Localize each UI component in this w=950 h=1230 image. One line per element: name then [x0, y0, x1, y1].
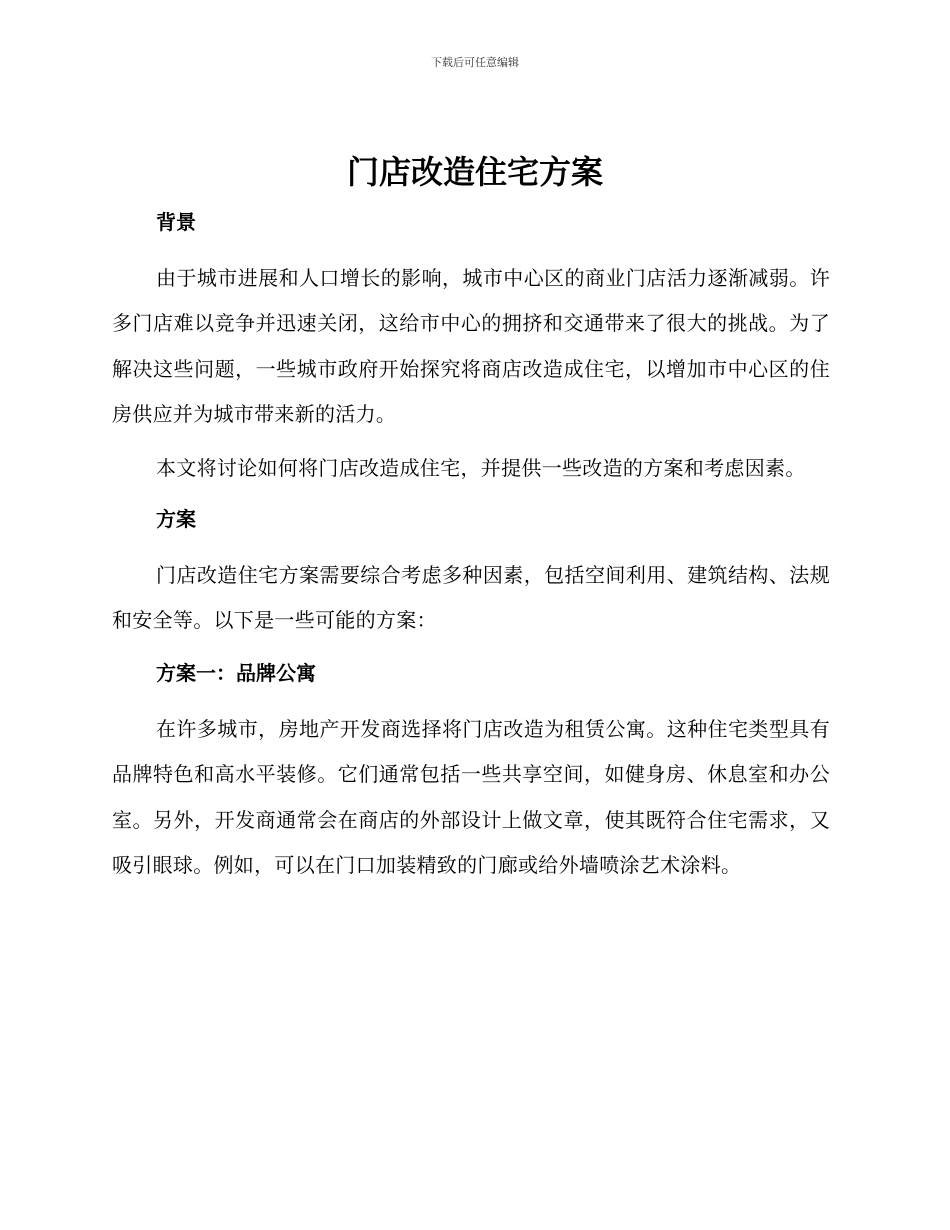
document-body	[112, 205, 830, 888]
section-heading-background: 背景	[156, 210, 196, 234]
paragraph-plan-1: 门店改造住宅方案需要综合考虑多种因素，包括空间利用、建筑结构、法规和安全等。以下是一些可能的方案：	[112, 563, 830, 633]
section-heading-plan: 方案	[156, 507, 196, 532]
paragraph-background-1: 由于城市进展和人口增长的影响，城市中心区的商业门店活力逐渐减弱。许多门店难以竞争并迅速关闭，这给市中心的拥挤和交通带来了很大的挑战。为了解决这些问题，一些城市政府开始探究将商店改造成住宅，以增加市中心区的住房供应并为城市带来新的活力。	[112, 266, 830, 427]
paragraph-background-2: 本文将讨论如何将门店改造成住宅，并提供一些改造的方案和考虑因素。	[156, 455, 806, 480]
paragraph-option-1: 在许多城市，房地产开发商选择将门店改造为租赁公寓。这种住宅类型具有品牌特色和高水平装修。它们通常包括一些共享空间，如健身房、休息室和办公室。另外，开发商通常会在商店的外部设计上做文章，使其既符合住宅需求，又吸引眼球。例如，可以在门口加装精致的门廊或给外墙喷涂艺术涂料。	[112, 716, 830, 878]
document-title: 门店改造住宅方案	[346, 153, 603, 191]
section-heading-option-1: 方案一：品牌公寓	[156, 660, 316, 685]
page-header-note: 下载后可任意编辑	[431, 56, 519, 69]
